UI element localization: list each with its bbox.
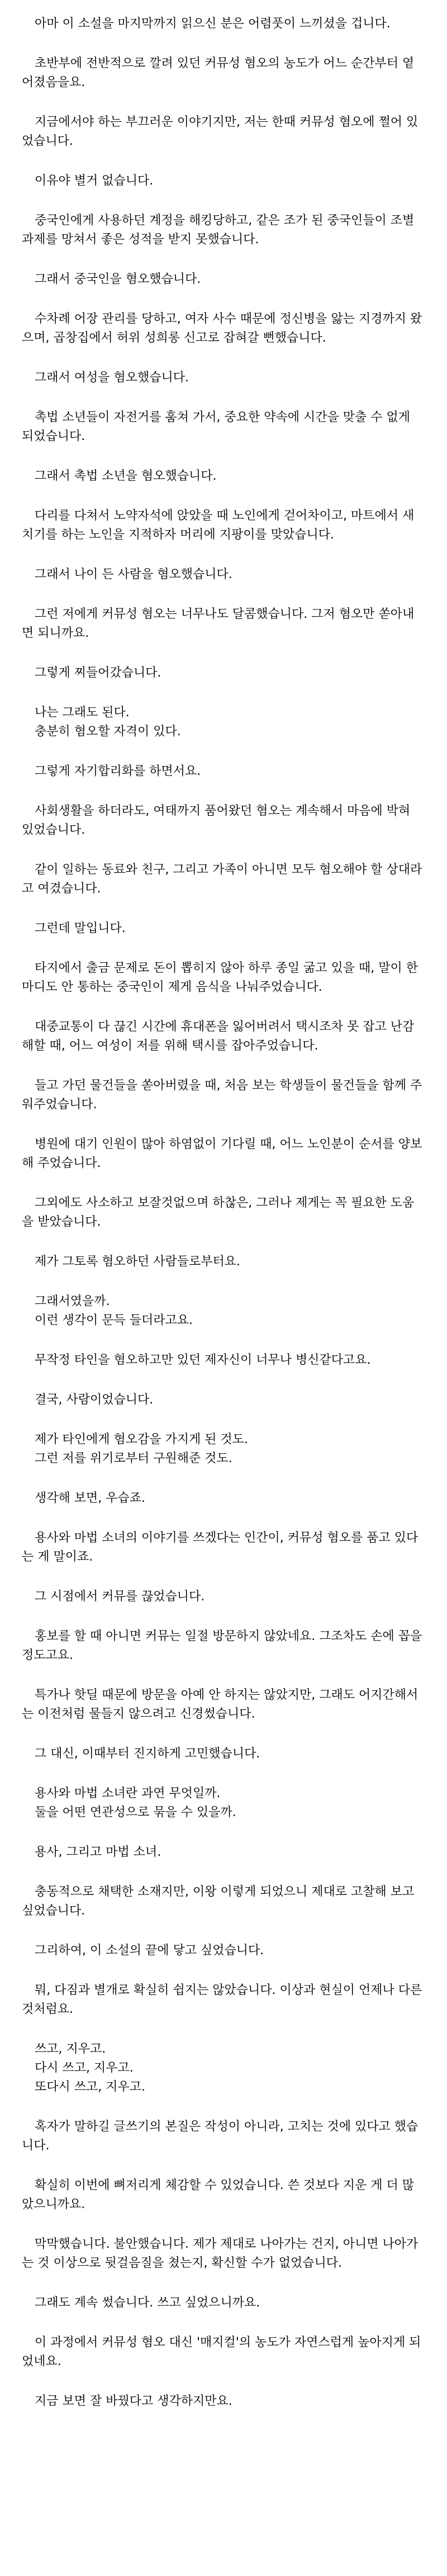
paragraph-group: [22, 1843, 426, 1862]
paragraph-line: 그리하여, 이 소설의 끝에 닿고 싶었습니다.: [35, 1944, 264, 1958]
paragraph-group: [22, 1529, 426, 1567]
paragraph-group: [22, 1941, 426, 1960]
paragraph-group: [22, 270, 426, 289]
paragraph-line: 대중교통이 다 끊긴 시간에 휴대폰을 잃어버려서 택시조차 못 잡고 난감해할 때, 어느 여성이 저를 위해 택시를 잡아주었습니다.: [22, 1020, 415, 1053]
paragraph-line: 무작정 타인을 혐오하고만 있던 제자신이 너무나 병신같다고요.: [35, 1353, 371, 1367]
paragraph-group: [22, 507, 426, 545]
paragraph-group: [22, 1686, 426, 1724]
paragraph-line: 그렇게 자기합리화를 하면서요.: [35, 764, 201, 778]
paragraph-line: 그래서였을까.: [35, 1294, 110, 1308]
paragraph-line: 용사, 그리고 마법 소녀.: [35, 1845, 161, 1859]
paragraph-group: [22, 310, 426, 348]
paragraph-line: 그래서 여성을 혐오했습니다.: [35, 371, 189, 385]
paragraph-line: 결국, 사람이었습니다.: [35, 1393, 154, 1407]
paragraph-group: [22, 15, 426, 34]
paragraph-group: [22, 959, 426, 997]
paragraph-line: 용사와 마법 소녀의 이야기를 쓰겠다는 인간이, 커뮤성 혐오를 품고 있다는 게 말이죠.: [22, 1531, 419, 1564]
paragraph-line: 아마 이 소설을 마지막까지 읽으신 분은 어렴풋이 느끼셨을 겁니다.: [35, 17, 391, 31]
paragraph-group: [22, 703, 426, 741]
paragraph-line: 쓰고, 지우고.: [35, 2042, 106, 2056]
paragraph-line: 나는 그래도 된다.: [35, 706, 130, 720]
paragraph-group: [22, 2117, 426, 2156]
paragraph-line: 특가나 핫딜 때문에 방문을 아예 안 하지는 않았지만, 그래도 어지간해서는 이전처럼 물들지 않으려고 신경썼습니다.: [22, 1688, 419, 1721]
paragraph-group: [22, 802, 426, 840]
paragraph-line: 충동적으로 채택한 소재지만, 이왕 이렇게 되었으니 제대로 고찰해 보고 싶었습니다.: [22, 1885, 415, 1918]
paragraph-line: 홍보를 할 때 아니면 커뮤는 일절 방문하지 않았네요. 그조차도 손에 꼽을 정도고요.: [22, 1629, 422, 1662]
paragraph-line: 이런 생각이 문득 들더라고요.: [35, 1313, 193, 1327]
paragraph-line: 혹자가 말하길 글쓰기의 본질은 작성이 아니라, 고치는 것에 있다고 했습니다.: [22, 2120, 419, 2153]
paragraph-group: [22, 1627, 426, 1665]
paragraph-line: 막막했습니다. 불안했습니다. 제가 제대로 나아가는 건지, 아니면 나아가는 것 이상으로 뒷걸음질을 쳤는지, 확신할 수가 없었습니다.: [22, 2237, 419, 2270]
paragraph-group: [22, 1252, 426, 1272]
paragraph-line: 이 과정에서 커뮤성 혐오 대신 '매지컬'의 농도가 자연스럽게 높아지게 되었네요.: [22, 2336, 421, 2369]
paragraph-line: 그렇게 찌들어갔습니다.: [35, 666, 161, 680]
paragraph-line: 그런데 말입니다.: [35, 921, 126, 935]
paragraph-line: 뭐, 다짐과 별개로 확실히 쉽지는 않았습니다. 이상과 현실이 언제나 다른 것처럼요.: [22, 1983, 422, 2016]
paragraph-group: [22, 1292, 426, 1330]
paragraph-line: 또다시 쓰고, 지우고.: [35, 2080, 145, 2094]
paragraph-line: 그래서 중국인을 혐오했습니다.: [35, 272, 201, 286]
paragraph-group: [22, 211, 426, 249]
paragraph-group: [22, 113, 426, 151]
paragraph-line: 수차례 어장 관리를 당하고, 여자 사수 때문에 정신병을 앓는 지경까지 왔으며, 곱창집에서 허위 성희롱 신고로 잡혀갈 뻔했습니다.: [22, 312, 422, 345]
paragraph-group: [22, 1076, 426, 1114]
paragraph-group: [22, 1018, 426, 1056]
paragraph-line: 지금 보면 잘 바꿨다고 생각하지만요.: [35, 2394, 232, 2408]
paragraph-line: 제가 타인에게 혐오감을 가지게 된 것도.: [35, 1433, 248, 1447]
paragraph-line: 들고 가던 물건들을 쏟아버렸을 때, 처음 보는 학생들이 물건들을 함께 주워주었습니다.: [22, 1079, 422, 1112]
paragraph-group: [22, 762, 426, 781]
paragraph-group: [22, 1135, 426, 1173]
paragraph-group: [22, 2294, 426, 2313]
paragraph-line: 이유야 별거 없습니다.: [35, 174, 154, 188]
paragraph-group: [22, 2392, 426, 2411]
paragraph-group: [22, 605, 426, 643]
paragraph-group: [22, 54, 426, 92]
paragraph-group: [22, 2040, 426, 2097]
paragraph-group: [22, 368, 426, 387]
paragraph-line: 그래서 나이 든 사람을 혐오했습니다.: [35, 568, 232, 582]
paragraph-line: 그래도 계속 썼습니다. 쓰고 싶었으니까요.: [35, 2296, 260, 2310]
paragraph-line: 그외에도 사소하고 보잘것없으며 하찮은, 그러나 제게는 꼭 필요한 도움을 받았습니다.: [22, 1196, 415, 1229]
paragraph-line: 타지에서 출금 문제로 돈이 뽑히지 않아 하루 종일 굶고 있을 때, 말이 한마디도 안 통하는 중국인이 제게 음식을 나눠주었습니다.: [22, 961, 418, 994]
paragraph-line: 그 대신, 이때부터 진지하게 고민했습니다.: [35, 1747, 260, 1761]
paragraph-group: [22, 2176, 426, 2214]
paragraph-line: 초반부에 전반적으로 깔려 있던 커뮤성 혐오의 농도가 어느 순간부터 옅어졌음을요.: [22, 56, 415, 89]
paragraph-line: 확실히 이번에 뼈저리게 체감할 수 있었습니다. 쓴 것보다 지운 게 더 많았으니까요.: [22, 2178, 414, 2211]
paragraph-group: [22, 1587, 426, 1606]
paragraph-group: [22, 1981, 426, 2019]
paragraph-group: [22, 1745, 426, 1764]
paragraph-line: 지금에서야 하는 부끄러운 이야기지만, 저는 한때 커뮤성 혐오에 쩔어 있었습니다.: [22, 115, 419, 148]
paragraph-group: [22, 2333, 426, 2371]
paragraph-line: 중국인에게 사용하던 계정을 해킹당하고, 같은 조가 된 중국인들이 조별 과제를 망쳐서 좋은 성적을 받지 못했습니다.: [22, 214, 415, 247]
paragraph-line: 그런 저에게 커뮤성 혐오는 너무나도 달콤했습니다. 그저 혐오만 쏟아내면 되니까요.: [22, 607, 415, 640]
paragraph-line: 다시 쓰고, 지우고.: [35, 2061, 134, 2075]
paragraph-line: 그래서 촉법 소년을 혐오했습니다.: [35, 469, 217, 483]
paragraph-line: 같이 일하는 동료와 친구, 그리고 가족이 아니면 모두 혐오해야 할 상대라고 여겼습니다.: [22, 863, 422, 896]
paragraph-group: [22, 1489, 426, 1508]
paragraph-group: [22, 1391, 426, 1410]
paragraph-group: [22, 172, 426, 191]
paragraph-group: [22, 664, 426, 683]
paragraph-group: [22, 1194, 426, 1232]
paragraph-line: 생각해 보면, 우습죠.: [35, 1491, 145, 1505]
paragraph-line: 사회생활을 하더라도, 여태까지 품어왔던 혐오는 계속해서 마음에 박혀 있었습니다.: [22, 804, 411, 837]
paragraph-line: 제가 그토록 혐오하던 사람들로부터요.: [35, 1255, 241, 1269]
paragraph-group: [22, 1351, 426, 1370]
paragraph-group: [22, 1784, 426, 1822]
paragraph-line: 병원에 대기 인원이 많아 하염없이 기다릴 때, 어느 노인분이 순서를 양보해 주었습니다.: [22, 1137, 422, 1170]
paragraph-line: 다리를 다쳐서 노약자석에 앉았을 때 노인에게 걷어차이고, 마트에서 새치기를 하는 노인을 지적하자 머리에 지팡이를 맞았습니다.: [22, 509, 415, 542]
paragraph-line: 그 시점에서 커뮤를 끊었습니다.: [35, 1590, 205, 1604]
paragraph-line: 촉법 소년들이 자전거를 훔쳐 가서, 중요한 약속에 시간을 맞출 수 없게 되었습니다.: [22, 410, 410, 443]
paragraph-group: [22, 408, 426, 446]
paragraph-group: [22, 861, 426, 899]
paragraph-group: [22, 565, 426, 584]
paragraph-line: 그런 저를 위기로부터 구원해준 것도.: [35, 1452, 232, 1466]
paragraph-line: 충분히 혐오할 자격이 있다.: [35, 725, 181, 739]
paragraph-group: [22, 919, 426, 938]
paragraph-line: 용사와 마법 소녀란 과연 무엇일까.: [35, 1786, 221, 1800]
afterword-text: [22, 15, 426, 2411]
paragraph-line: 둘을 어떤 연관성으로 묶을 수 있을까.: [35, 1805, 236, 1819]
paragraph-group: [22, 1430, 426, 1468]
paragraph-group: [22, 467, 426, 486]
paragraph-group: [22, 2235, 426, 2273]
paragraph-group: [22, 1883, 426, 1921]
